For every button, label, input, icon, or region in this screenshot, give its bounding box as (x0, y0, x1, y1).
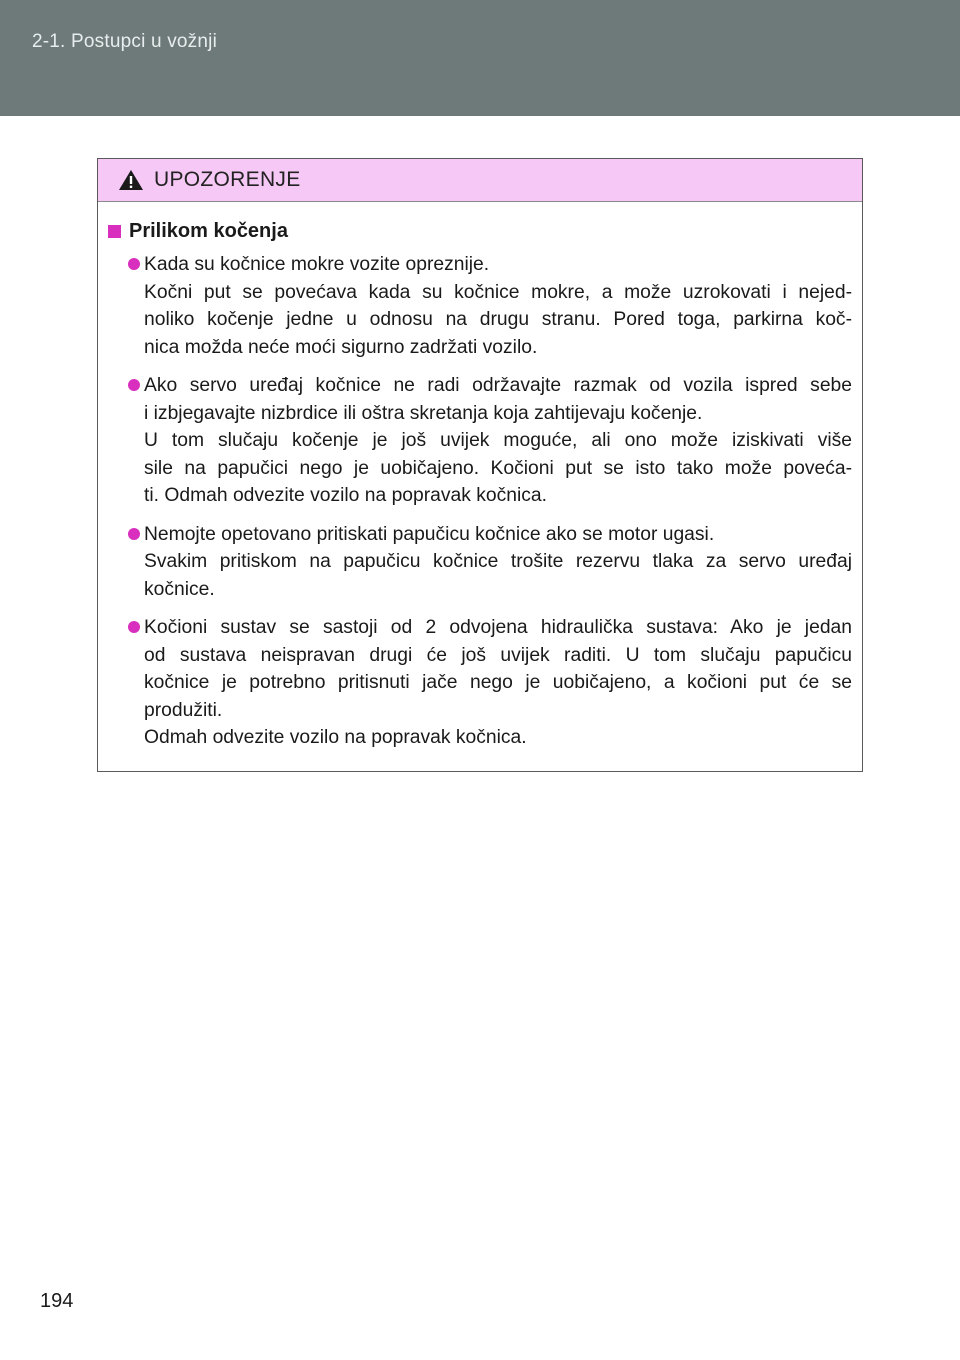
list-item (108, 521, 852, 604)
text-line: Kada su kočnice mokre vozite opreznije. (144, 254, 490, 275)
warning-triangle-icon (118, 169, 144, 191)
text-line: kočnice je potrebno pritisnuti jače nego je uobičajeno, a kočioni put će se (144, 672, 852, 693)
warning-header (98, 159, 862, 202)
text-line: produžiti. (144, 699, 223, 721)
text-line: U tom slučaju kočenje je još uvijek moguće, ali ono može iziskivati više (144, 430, 852, 451)
section-title: 2-1. Postupci u vožnji (32, 31, 217, 52)
text-line: Nemojte opetovano pritiskati papučicu kočnice ako se motor ugasi. (144, 523, 715, 545)
round-bullet-icon (128, 528, 140, 540)
text-line: Svakim pritiskom na papučicu kočnice trošite rezervu tlaka za servo uređaj (144, 551, 852, 572)
text-line: nica možda neće moći sigurno zadržati vozilo. (144, 336, 538, 358)
subheading-text: Prilikom kočenja (129, 220, 288, 242)
subheading (108, 220, 852, 243)
text-line: sile na papučici nego je uobičajeno. Kočioni put se isto tako može poveća- (144, 457, 852, 479)
chapter-header-bar (0, 0, 960, 116)
round-bullet-icon (128, 258, 140, 270)
list-item (108, 372, 852, 510)
text-line: Ako servo uređaj kočnice ne radi održavajte razmak od vozila ispred sebe (144, 375, 852, 396)
text-line: i izbjegavajte nizbrdice ili oštra skretanja koja zahtijevaju kočenje. (144, 402, 703, 424)
list-item (108, 614, 852, 752)
list-item (108, 251, 852, 361)
page-number: 194 (40, 1290, 74, 1312)
text-line: Kočni put se povećava kada su kočnice mokre, a može uzrokovati i neјed- (144, 281, 852, 303)
square-bullet-icon (108, 225, 121, 238)
warning-box (97, 158, 863, 772)
text-line: od sustava neispravan drugi će još uvijek raditi. U tom slučaju papučicu (144, 644, 852, 666)
warning-body (98, 202, 862, 752)
text-line: ti. Odmah odvezite vozilo na popravak kočnica. (144, 485, 547, 506)
round-bullet-icon (128, 379, 140, 391)
warning-title: UPOZORENJE (154, 168, 301, 191)
text-line: kočnice. (144, 578, 215, 600)
round-bullet-icon (128, 621, 140, 633)
text-line: Kočioni sustav se sastoji od 2 odvojena hidraulička sustava: Ako je jedan (144, 617, 852, 638)
text-line: noliko kočenje jedne u odnosu na drugu stranu. Pored toga, parkirna koč- (144, 309, 852, 330)
text-line: Odmah odvezite vozilo na popravak kočnica. (144, 727, 527, 748)
